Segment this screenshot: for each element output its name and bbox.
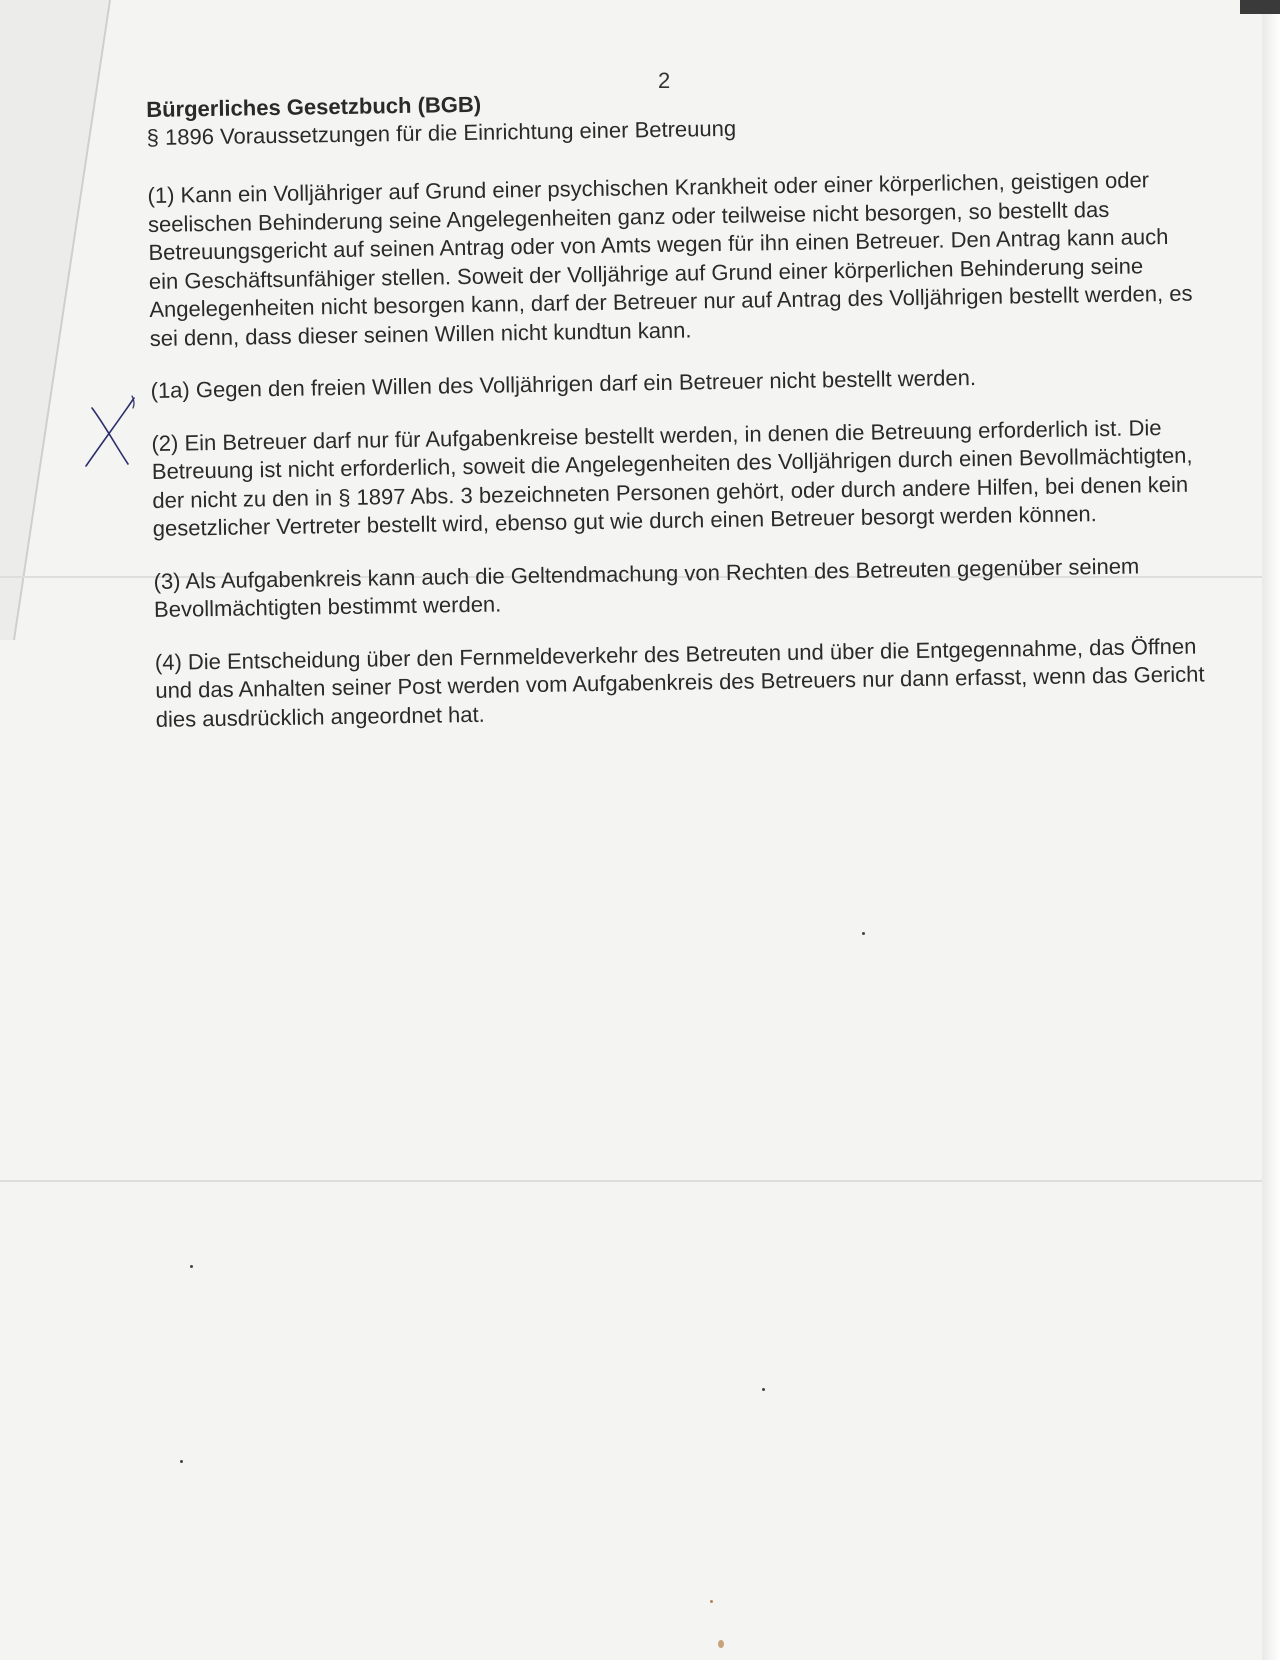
dust-speck xyxy=(180,1460,183,1463)
dust-speck xyxy=(190,1265,193,1268)
scan-edge-dark-corner xyxy=(1240,0,1280,14)
section-heading: § 1896 Voraussetzungen für die Einrichtung einer Betreuung xyxy=(146,115,737,150)
paper-crease xyxy=(0,1180,1262,1182)
paragraph-2: (2) Ein Betreuer darf nur für Aufgabenkreise bestellt werden, in denen die Betreuung erforderlich ist. Die Betreuung ist nicht erforderlich, soweit die Angelegenheiten des Volljährigen durch einen Bevollmächtigten, der nicht zu den in § 1897 Abs. 3 bezeichneten Personen gehört, oder durch andere Hilfen, bei denen kein gesetzlicher Vertreter bestellt wird, ebenso gut wie durch einen Betreuer besorgt werden können. xyxy=(151,414,1193,541)
scan-edge xyxy=(1262,0,1280,1660)
handwritten-x-mark xyxy=(82,394,142,470)
dust-speck xyxy=(710,1600,713,1603)
page-number: 2 xyxy=(658,68,671,93)
folded-corner xyxy=(0,0,120,640)
paragraph-1: (1) Kann ein Volljähriger auf Grund einer psychischen Krankheit oder einer körperlichen, geistigen oder seelischen Behinderung seine Angelegenheiten ganz oder teilweise nicht besorgen, so bestellt das Betreuungsgericht auf seinen Antrag oder von Amts wegen für ihn einen Betreuer. Den Antrag kann auch ein Geschäftsunfähiger stellen. Soweit der Volljährige auf Grund einer körperlichen Behinderung seine Angelegenheiten nicht besorgen kann, darf der Betreuer nur auf Antrag des Volljährigen bestellt werden, es sei denn, dass dieser seinen Willen nicht kundtun kann. xyxy=(147,167,1193,351)
dust-speck xyxy=(718,1640,724,1648)
document-title: Bürgerliches Gesetzbuch (BGB) xyxy=(146,91,482,122)
dust-speck xyxy=(762,1388,765,1391)
dust-speck xyxy=(862,932,865,935)
paragraph-1a: (1a) Gegen den freien Willen des Volljährigen darf ein Betreuer nicht bestellt werden. xyxy=(150,364,977,403)
paragraph-3: (3) Als Aufgabenkreis kann auch die Geltendmachung von Rechten des Betreuten gegenüber seinem Bevollmächtigten bestimmt werden. xyxy=(153,552,1140,622)
paragraph-4: (4) Die Entscheidung über den Fernmeldeverkehr des Betreuten und über die Entgegennahme, das Öffnen und das Anhalten seiner Post werden vom Aufgabenkreis des Betreuers nur dann erfasst, wenn das Gericht dies ausdrücklich angeordnet hat. xyxy=(154,633,1205,732)
document-body xyxy=(146,80,1206,758)
